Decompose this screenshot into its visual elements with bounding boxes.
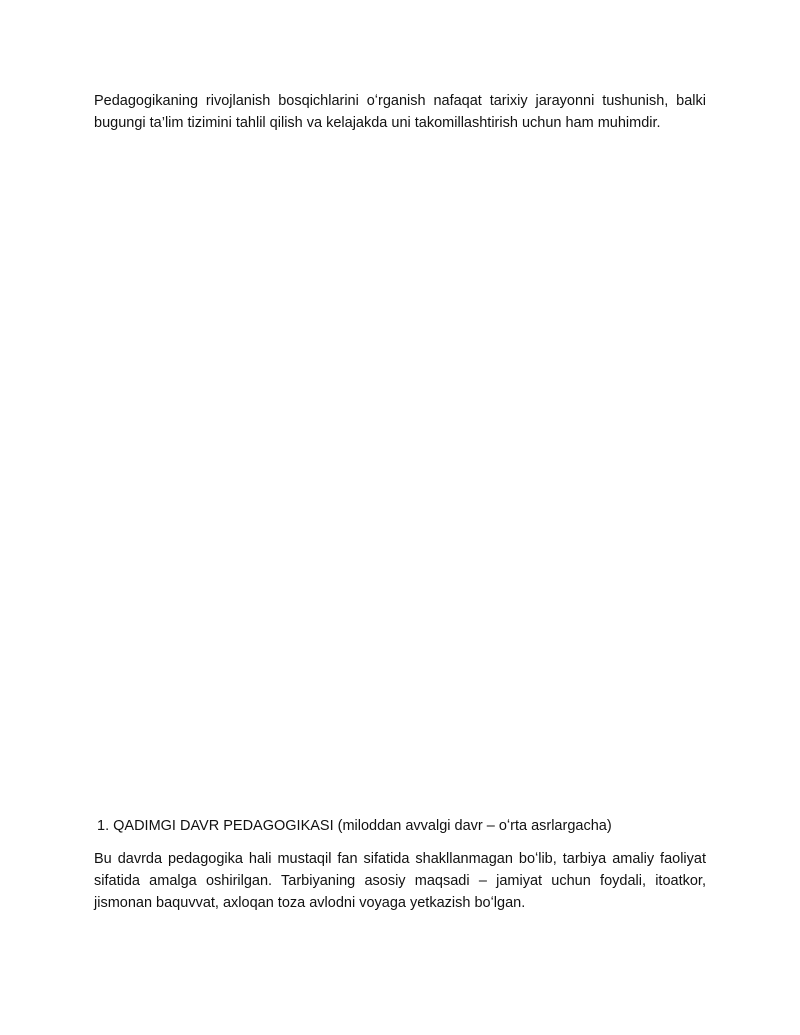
intro-paragraph: Pedagogikaning rivojlanish bosqichlarini oʻrganish nafaqat tarixiy jarayonni tushunish, balki bugungi ta’lim tizimini tahlil qilish va kelajakda uni takomillashtirish uchun ham muhimdir. bbox=[94, 93, 706, 131]
section-paragraph: Bu davrda pedagogika hali mustaqil fan sifatida shakllanmagan boʻlib, tarbiya amaliy faoliyat sifatida amalga oshirilgan. Tarbiyaning asosiy maqsadi – jamiyat uchun foydali, itoatkor, jismonan baquvvat, axloqan toza avlodni voyaga yetkazish boʻlgan. bbox=[94, 851, 706, 911]
section-heading: 1. QADIMGI DAVR PEDAGOGIKASI (miloddan avvalgi davr – oʻrta asrlargacha) bbox=[97, 818, 612, 834]
